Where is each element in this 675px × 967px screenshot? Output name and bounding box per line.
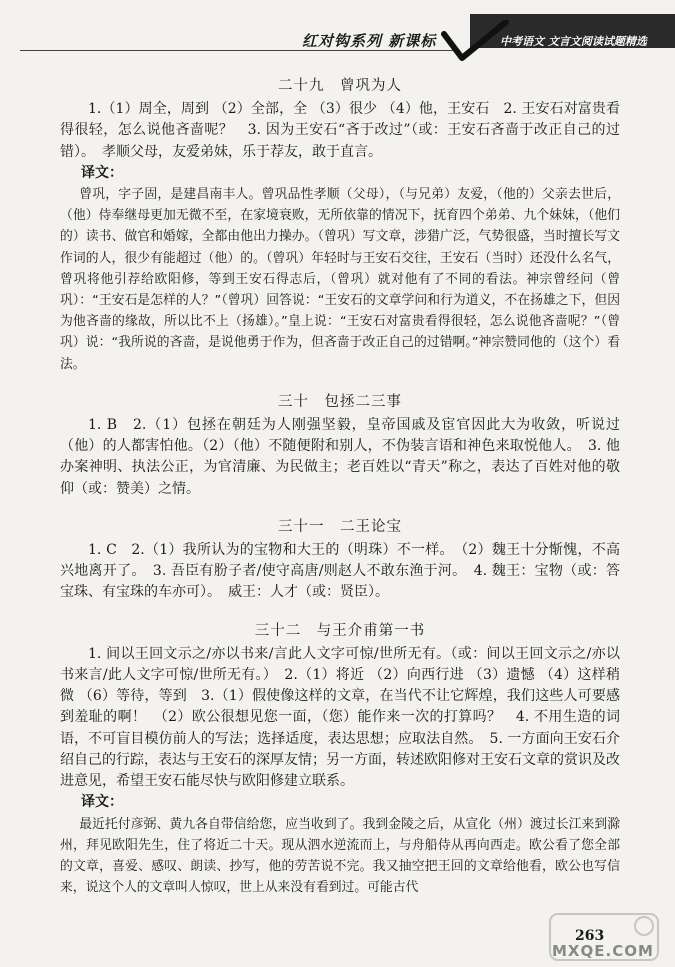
page-number: 263 xyxy=(575,928,605,944)
answer-text: 1. 间以王回文示之/亦以书来/言此人文字可惊/世所无有。（或：间以王回文示之/亦以书来言/此人文字可惊/世所无有。） 2.（1）将近 （2）向西行进 （3）遗憾 （4）这样稍微 （6）等待，等到 3.（1）假使像这样的文章，在当代不让它辉煌，我们这些人可要感到羞耻的啊！ （2）欧公很想见您一面，（您）能作来一次的打算吗？ 4. 不用生造的词语，不可盲目模仿前人的写法；选择适度，表达思想；应取法自然。 5. 一方面向王安石介绍自己的行踪，表达与王安石的深厚友情；另一方面，转述欧阳修对王安石文章的赏识及改进意见，希望王安石能尽快与欧阳修建立联系。 xyxy=(60,645,620,790)
answer-text: 1.（1）周全，周到 （2）全部，全 （3）很少 （4）他，王安石 2. 王安石对富贵看得很轻，怎么说他吝啬呢？ 3. 因为王安石“吝于改过”（或：王安石吝啬于改正自己的过错）。 孝顺父母，友爱弟妹，乐于荐友，敢于直言。 xyxy=(60,101,620,160)
series-title: 红对钩系列 新课标 xyxy=(302,32,437,50)
translation-label: 译文： xyxy=(81,164,123,181)
answer-content xyxy=(60,72,620,898)
section-title: 三十二 与王介甫第一书 xyxy=(254,622,426,639)
translation-text: 最近托付彦弼、黄九各自带信给您，应当收到了。我到金陵之后，从宣化（州）渡过长江来到滁州，拜见欧阳先生，住了将近二十天。现从泗水逆流而上，与舟船侍从再向西走。欧公看了您全部的文章，喜爱、感叹、朗读、抄写，他的劳苦说不完。我又抽空把王回的文章给他看，欧公也写信来，说这个人的文章叫人惊叹，世上从来没有看到过。可能古代 xyxy=(60,816,620,896)
answer-text: 1. B 2.（1）包拯在朝廷为人刚强坚毅，皇帝国戚及宦官因此大为收敛，听说过（他）的人都害怕他。（2）（他）不随便附和别人，不伪装言语和神色来取悦他人。 3. 他办案神明、执法公正，为官清廉、为民做主；老百姓以“青天”称之，表达了百姓对他的敬仰（或：赞美）之情。 xyxy=(60,417,620,497)
section-title: 二十九 曾巩为人 xyxy=(278,78,402,94)
section-title: 三十 包拯二三事 xyxy=(278,393,402,410)
translation-text: 曾巩，字子固，是建昌南丰人。曾巩品性孝顺（父母），（与兄弟）友爱，（他的）父亲去世后，（他）侍奉继母更加无微不至，在家境衰败，无所依靠的情况下，抚育四个弟弟、九个妹妹，（他们的）读书、做官和婚嫁，全都由他出力操办。（曾巩）写文章，涉猎广泛，气势很盛，当时擅长写文作词的人，很少有能超过（他）的。（曾巩）年轻时与王安石交往，王安石（当时）还没什么名气，曾巩将他引荐给欧阳修，等到王安石得志后，（曾巩）就对他有了不同的看法。神宗曾经问（曾巩）：“王安石是怎样的人？”（曾巩）回答说：“王安石的文章学问和行为道义，不在扬雄之下，但因为他吝啬的缘故，所以比不上（扬雄）。”皇上说：“王安石对富贵看得很轻，怎么说他吝啬呢？”（曾巩）说：“我所说的吝啬，是说他勇于作为，但吝啬于改正自己的过错啊。”神宗赞同他的（这个）看法。 xyxy=(60,187,620,372)
page-header xyxy=(0,0,675,58)
translation-label: 译文： xyxy=(81,794,123,811)
answer-text: 1. C 2.（1）我所认为的宝物和大王的（明珠）不一样。 （2）魏王十分惭愧，不高兴地离开了。 3. 吾臣有肦子者/使守高唐/则赵人不敢东渔于河。 4. 魏王：宝物（或：答宝珠、有宝珠的车亦可）。 威王：人才（或：贤臣）。 xyxy=(60,542,620,601)
book-subtitle: 中考语文 文言文阅读试题精选 xyxy=(500,35,647,48)
watermark-text: MXQE.COM xyxy=(552,942,654,960)
section-title: 三十一 二王论宝 xyxy=(278,518,402,535)
